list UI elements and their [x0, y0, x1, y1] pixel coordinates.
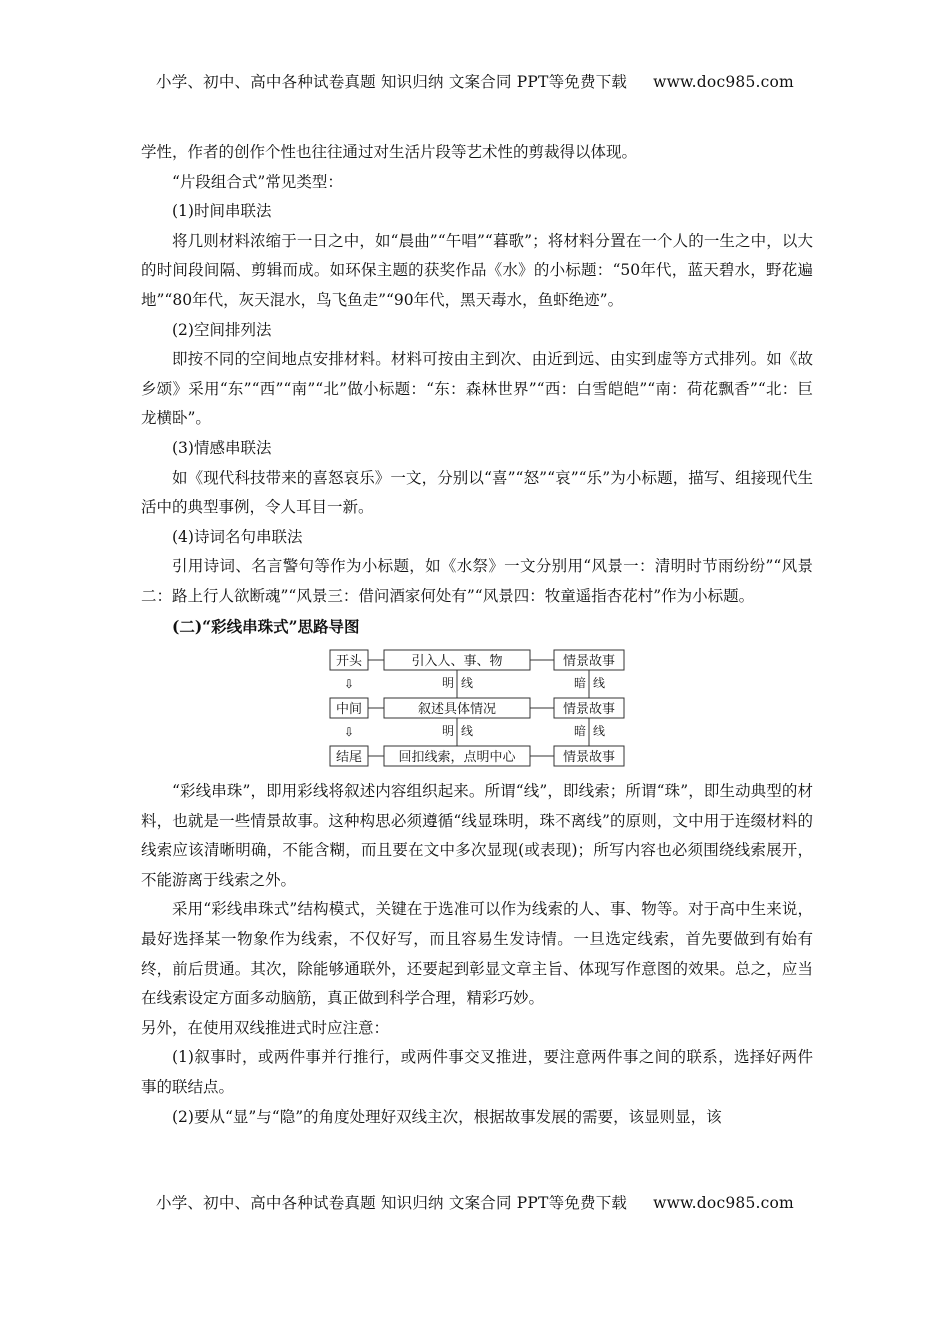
header-text: 小学、初中、高中各种试卷真题 知识归纳 文案合同 PPT等免费下载: [156, 73, 628, 91]
xian-label: 线: [461, 676, 474, 691]
stage-label: 结尾: [335, 750, 363, 766]
an-label: 暗: [573, 724, 586, 739]
xian-label: 线: [593, 676, 606, 691]
xian-label: 线: [461, 724, 474, 739]
story-label: 情景故事: [562, 750, 616, 766]
paragraph: 采用“彩线串珠式”结构模式，关键在于选准可以作为线索的人、事、物等。对于高中生来说，最好选择某一物象作为线索，不仅好写，而且容易生发诗情。一旦选定线索，首先要做到有始有终，前后贯通。其次，除能够通联外，还要起到彰显文章主旨、体现写作意图的效果。总之，应当在线索设定方面多动脑筋，真正做到科学合理，精彩巧妙。: [141, 900, 813, 1008]
stage-label: 开头: [335, 654, 363, 670]
page-header: [0, 70, 950, 92]
paragraph: (1)叙事时，或两件事并行推行，或两件事交叉推进，要注意两件事之间的联系，选择好两件事的联结点。: [141, 1048, 813, 1097]
subheading-poetry: (4)诗词名句串联法: [172, 527, 303, 546]
header-site: www.doc985.com: [653, 73, 794, 91]
down-arrow-icon: ⇩: [343, 725, 355, 740]
stage-label: 中间: [335, 702, 363, 718]
middle-label: 引入人、事、物: [411, 654, 503, 670]
thread-beads-diagram: [328, 647, 628, 769]
document-body: [141, 138, 813, 1132]
paragraph: 学性，作者的创作个性也往往通过对生活片段等艺术性的剪裁得以体现。: [141, 143, 638, 161]
an-label: 暗: [573, 676, 586, 691]
middle-label: 叙述具体情况: [417, 702, 497, 718]
paragraph: “片段组合式”常见类型：: [172, 172, 343, 191]
story-label: 情景故事: [562, 654, 616, 670]
paragraph: 将几则材料浓缩于一日之中，如“晨曲”“午唱”“暮歌”；将材料分置在一个人的一生之中，以大的时间段间隔、剪辑而成。如环保主题的获奖作品《水》的小标题：“50年代，蓝天碧水，野花遍地”“80年代，灰天混水，鸟飞鱼走”“90年代，黑天毒水，鱼虾绝迹”。: [141, 231, 813, 309]
story-label: 情景故事: [562, 702, 616, 718]
paragraph: 引用诗词、名言警句等作为小标题，如《水祭》一文分别用“风景一：清明时节雨纷纷”“风景二：路上行人欲断魂”“风景三：借问酒家何处有”“风景四：牧童遥指杏花村”作为小标题。: [141, 557, 813, 605]
paragraph: “彩线串珠”，即用彩线将叙述内容组织起来。所谓“线”，即线索；所谓“珠”，即生动典型的材料，也就是一些情景故事。这种构思必须遵循“线显珠明，珠不离线”的原则，文中用于连缀材料的线索应该清晰明确，不能含糊，而且要在文中多次显现(或表现)；所写内容也必须围绕线索展开，不能游离于线索之外。: [141, 782, 813, 889]
subheading-space: (2)空间排列法: [172, 320, 272, 339]
footer-text: 小学、初中、高中各种试卷真题 知识归纳 文案合同 PPT等免费下载: [156, 1194, 628, 1212]
paragraph: 如《现代科技带来的喜怒哀乐》一文，分别以“喜”“怒”“哀”“乐”为小标题，描写、组接现代生活中的典型事例，令人耳目一新。: [141, 468, 813, 517]
section-title: (二)“彩线串珠式”思路导图: [172, 616, 360, 636]
xian-label: 线: [593, 724, 606, 739]
subheading-time: (1)时间串联法: [172, 202, 272, 221]
ming-label: 明: [441, 676, 454, 691]
middle-label: 回扣线索，点明中心: [398, 750, 516, 766]
ming-label: 明: [441, 724, 454, 739]
paragraph: 另外，在使用双线推进式时应注意：: [141, 1018, 390, 1037]
down-arrow-icon: ⇩: [343, 677, 355, 692]
footer-site: www.doc985.com: [653, 1194, 794, 1212]
page-footer: [0, 1191, 950, 1213]
paragraph: 即按不同的空间地点安排材料。材料可按由主到次、由近到远、由实到虚等方式排列。如《故乡颂》采用“东”“西”“南”“北”做小标题：“东：森林世界”“西：白雪皑皑”“南：荷花飘香”“北：巨龙横卧”。: [141, 350, 813, 428]
paragraph: (2)要从“显”与“隐”的角度处理好双线主次，根据故事发展的需要，该显则显，该: [172, 1107, 722, 1126]
subheading-emotion: (3)情感串联法: [172, 438, 272, 457]
